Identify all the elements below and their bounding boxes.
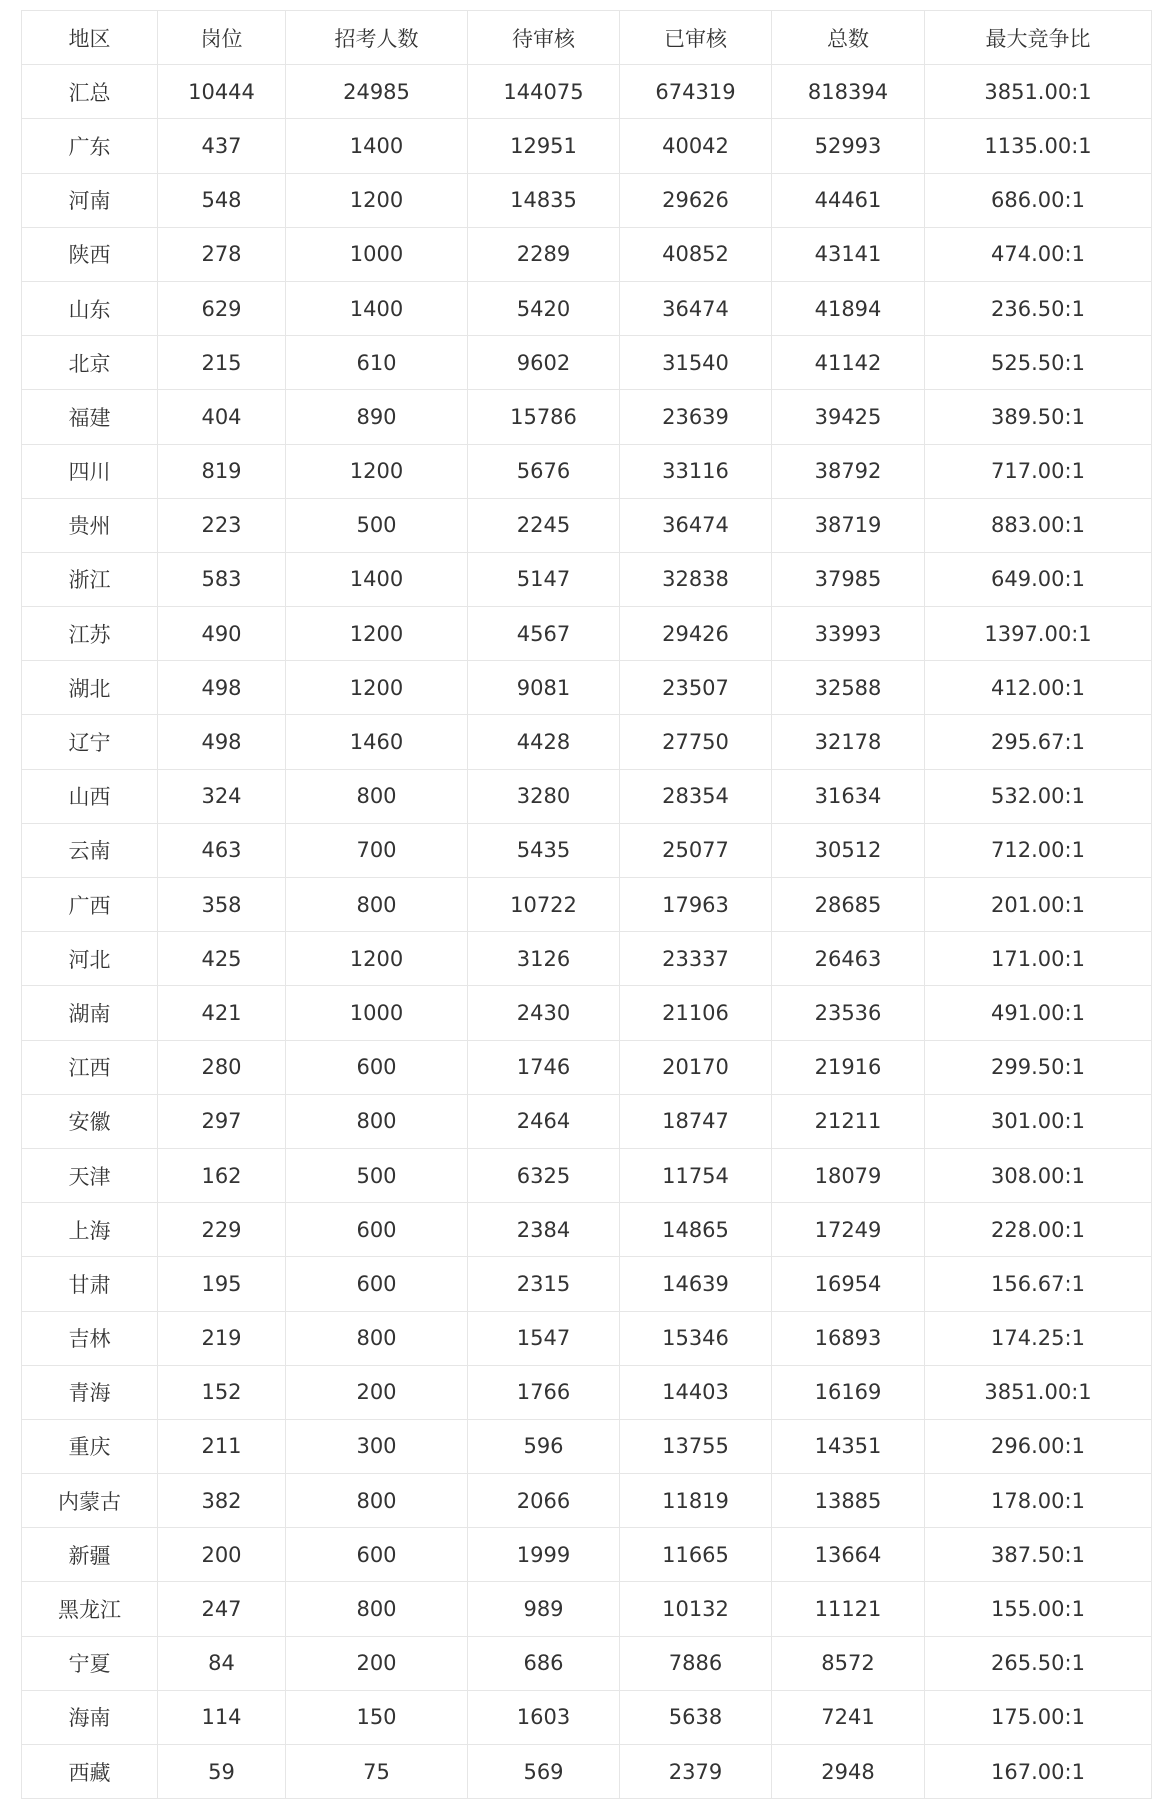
cell-total: 23536 [772, 986, 925, 1040]
table-row [22, 1365, 1152, 1419]
cell-max-ratio: 1135.00:1 [925, 119, 1152, 173]
cell-recruit-count: 600 [286, 1203, 468, 1257]
cell-reviewed: 23507 [620, 661, 772, 715]
cell-pending-review: 2315 [468, 1257, 620, 1311]
cell-region: 福建 [22, 390, 158, 444]
table-row [22, 1148, 1152, 1202]
cell-region: 宁夏 [22, 1636, 158, 1690]
cell-reviewed: 29426 [620, 607, 772, 661]
cell-recruit-count: 800 [286, 878, 468, 932]
cell-total: 39425 [772, 390, 925, 444]
table-row [22, 1636, 1152, 1690]
table-row [22, 1094, 1152, 1148]
cell-region: 辽宁 [22, 715, 158, 769]
cell-positions: 280 [158, 1040, 286, 1094]
cell-max-ratio: 175.00:1 [925, 1690, 1152, 1744]
cell-pending-review: 9081 [468, 661, 620, 715]
cell-pending-review: 569 [468, 1745, 620, 1799]
cell-recruit-count: 500 [286, 1148, 468, 1202]
table-row [22, 661, 1152, 715]
cell-positions: 200 [158, 1528, 286, 1582]
cell-recruit-count: 800 [286, 1582, 468, 1636]
cell-pending-review: 1603 [468, 1690, 620, 1744]
table-body [22, 65, 1152, 1799]
cell-recruit-count: 890 [286, 390, 468, 444]
table-row [22, 1040, 1152, 1094]
cell-pending-review: 1766 [468, 1365, 620, 1419]
cell-recruit-count: 1200 [286, 932, 468, 986]
cell-max-ratio: 389.50:1 [925, 390, 1152, 444]
cell-reviewed: 2379 [620, 1745, 772, 1799]
table-row [22, 1419, 1152, 1473]
cell-max-ratio: 174.25:1 [925, 1311, 1152, 1365]
cell-reviewed: 674319 [620, 65, 772, 119]
cell-recruit-count: 1400 [286, 552, 468, 606]
cell-max-ratio: 1397.00:1 [925, 607, 1152, 661]
cell-region: 天津 [22, 1148, 158, 1202]
cell-total: 8572 [772, 1636, 925, 1690]
cell-recruit-count: 600 [286, 1528, 468, 1582]
cell-recruit-count: 1000 [286, 986, 468, 1040]
cell-region: 上海 [22, 1203, 158, 1257]
cell-region: 云南 [22, 823, 158, 877]
cell-pending-review: 596 [468, 1419, 620, 1473]
cell-region: 广西 [22, 878, 158, 932]
cell-recruit-count: 600 [286, 1257, 468, 1311]
cell-pending-review: 15786 [468, 390, 620, 444]
cell-pending-review: 144075 [468, 65, 620, 119]
cell-total: 28685 [772, 878, 925, 932]
cell-pending-review: 9602 [468, 336, 620, 390]
cell-region: 湖南 [22, 986, 158, 1040]
cell-positions: 583 [158, 552, 286, 606]
cell-reviewed: 18747 [620, 1094, 772, 1148]
table-row [22, 119, 1152, 173]
cell-pending-review: 1547 [468, 1311, 620, 1365]
cell-recruit-count: 800 [286, 1474, 468, 1528]
cell-total: 43141 [772, 227, 925, 281]
table-row [22, 878, 1152, 932]
cell-max-ratio: 649.00:1 [925, 552, 1152, 606]
table-row [22, 281, 1152, 335]
cell-pending-review: 12951 [468, 119, 620, 173]
cell-total: 52993 [772, 119, 925, 173]
cell-region: 北京 [22, 336, 158, 390]
cell-total: 18079 [772, 1148, 925, 1202]
cell-pending-review: 2464 [468, 1094, 620, 1148]
cell-recruit-count: 1400 [286, 119, 468, 173]
cell-reviewed: 10132 [620, 1582, 772, 1636]
cell-reviewed: 11754 [620, 1148, 772, 1202]
cell-reviewed: 5638 [620, 1690, 772, 1744]
cell-positions: 463 [158, 823, 286, 877]
cell-recruit-count: 1200 [286, 661, 468, 715]
cell-max-ratio: 178.00:1 [925, 1474, 1152, 1528]
cell-region: 山西 [22, 769, 158, 823]
cell-positions: 382 [158, 1474, 286, 1528]
cell-reviewed: 23337 [620, 932, 772, 986]
cell-region: 新疆 [22, 1528, 158, 1582]
cell-max-ratio: 155.00:1 [925, 1582, 1152, 1636]
cell-pending-review: 5435 [468, 823, 620, 877]
cell-max-ratio: 236.50:1 [925, 281, 1152, 335]
cell-pending-review: 2289 [468, 227, 620, 281]
table-row [22, 607, 1152, 661]
cell-region: 山东 [22, 281, 158, 335]
cell-total: 17249 [772, 1203, 925, 1257]
cell-region: 江西 [22, 1040, 158, 1094]
cell-pending-review: 2430 [468, 986, 620, 1040]
cell-positions: 114 [158, 1690, 286, 1744]
cell-region: 青海 [22, 1365, 158, 1419]
cell-reviewed: 21106 [620, 986, 772, 1040]
cell-pending-review: 1999 [468, 1528, 620, 1582]
table-row [22, 1311, 1152, 1365]
table-row [22, 986, 1152, 1040]
cell-positions: 247 [158, 1582, 286, 1636]
applicant-statistics-table [21, 10, 1152, 1799]
cell-max-ratio: 308.00:1 [925, 1148, 1152, 1202]
cell-reviewed: 28354 [620, 769, 772, 823]
cell-total: 14351 [772, 1419, 925, 1473]
table-row [22, 1582, 1152, 1636]
cell-max-ratio: 387.50:1 [925, 1528, 1152, 1582]
cell-total: 37985 [772, 552, 925, 606]
cell-recruit-count: 150 [286, 1690, 468, 1744]
cell-recruit-count: 1200 [286, 607, 468, 661]
table-row [22, 1474, 1152, 1528]
cell-max-ratio: 201.00:1 [925, 878, 1152, 932]
table-header [22, 11, 1152, 65]
cell-positions: 219 [158, 1311, 286, 1365]
cell-positions: 215 [158, 336, 286, 390]
cell-positions: 297 [158, 1094, 286, 1148]
cell-pending-review: 989 [468, 1582, 620, 1636]
cell-total: 38792 [772, 444, 925, 498]
table-row [22, 1745, 1152, 1799]
cell-reviewed: 14639 [620, 1257, 772, 1311]
cell-total: 13885 [772, 1474, 925, 1528]
table-row [22, 173, 1152, 227]
cell-pending-review: 4567 [468, 607, 620, 661]
cell-reviewed: 40852 [620, 227, 772, 281]
table-row [22, 336, 1152, 390]
cell-region: 汇总 [22, 65, 158, 119]
cell-max-ratio: 299.50:1 [925, 1040, 1152, 1094]
cell-reviewed: 20170 [620, 1040, 772, 1094]
cell-region: 陕西 [22, 227, 158, 281]
cell-total: 16169 [772, 1365, 925, 1419]
header-total: 总数 [772, 11, 925, 65]
cell-total: 13664 [772, 1528, 925, 1582]
cell-recruit-count: 800 [286, 1094, 468, 1148]
cell-positions: 84 [158, 1636, 286, 1690]
header-recruit-count: 招考人数 [286, 11, 468, 65]
cell-max-ratio: 3851.00:1 [925, 1365, 1152, 1419]
cell-pending-review: 14835 [468, 173, 620, 227]
cell-total: 38719 [772, 498, 925, 552]
cell-max-ratio: 525.50:1 [925, 336, 1152, 390]
table-row [22, 390, 1152, 444]
cell-pending-review: 2245 [468, 498, 620, 552]
cell-max-ratio: 171.00:1 [925, 932, 1152, 986]
cell-reviewed: 23639 [620, 390, 772, 444]
cell-recruit-count: 300 [286, 1419, 468, 1473]
cell-positions: 229 [158, 1203, 286, 1257]
cell-recruit-count: 1200 [286, 444, 468, 498]
cell-positions: 437 [158, 119, 286, 173]
cell-max-ratio: 295.67:1 [925, 715, 1152, 769]
cell-max-ratio: 883.00:1 [925, 498, 1152, 552]
cell-total: 30512 [772, 823, 925, 877]
cell-reviewed: 25077 [620, 823, 772, 877]
cell-max-ratio: 167.00:1 [925, 1745, 1152, 1799]
cell-max-ratio: 491.00:1 [925, 986, 1152, 1040]
cell-positions: 59 [158, 1745, 286, 1799]
cell-reviewed: 14403 [620, 1365, 772, 1419]
cell-total: 16893 [772, 1311, 925, 1365]
cell-max-ratio: 412.00:1 [925, 661, 1152, 715]
statistics-table-container [21, 10, 1151, 1799]
cell-reviewed: 36474 [620, 498, 772, 552]
table-row [22, 552, 1152, 606]
cell-recruit-count: 500 [286, 498, 468, 552]
cell-region: 贵州 [22, 498, 158, 552]
cell-total: 31634 [772, 769, 925, 823]
header-row [22, 11, 1152, 65]
table-row [22, 715, 1152, 769]
cell-max-ratio: 474.00:1 [925, 227, 1152, 281]
cell-pending-review: 10722 [468, 878, 620, 932]
cell-total: 33993 [772, 607, 925, 661]
cell-reviewed: 29626 [620, 173, 772, 227]
cell-pending-review: 5147 [468, 552, 620, 606]
cell-total: 7241 [772, 1690, 925, 1744]
cell-recruit-count: 24985 [286, 65, 468, 119]
table-row [22, 65, 1152, 119]
cell-region: 广东 [22, 119, 158, 173]
cell-pending-review: 5420 [468, 281, 620, 335]
cell-reviewed: 31540 [620, 336, 772, 390]
cell-reviewed: 11665 [620, 1528, 772, 1582]
cell-recruit-count: 1000 [286, 227, 468, 281]
cell-pending-review: 2384 [468, 1203, 620, 1257]
cell-reviewed: 40042 [620, 119, 772, 173]
table-row [22, 227, 1152, 281]
table-row [22, 444, 1152, 498]
table-row [22, 1528, 1152, 1582]
cell-positions: 498 [158, 661, 286, 715]
cell-positions: 498 [158, 715, 286, 769]
header-reviewed: 已审核 [620, 11, 772, 65]
cell-reviewed: 27750 [620, 715, 772, 769]
header-max-ratio: 最大竞争比 [925, 11, 1152, 65]
cell-total: 21211 [772, 1094, 925, 1148]
cell-pending-review: 1746 [468, 1040, 620, 1094]
cell-recruit-count: 1460 [286, 715, 468, 769]
cell-positions: 421 [158, 986, 286, 1040]
cell-positions: 425 [158, 932, 286, 986]
cell-positions: 211 [158, 1419, 286, 1473]
cell-total: 44461 [772, 173, 925, 227]
cell-positions: 629 [158, 281, 286, 335]
cell-recruit-count: 200 [286, 1365, 468, 1419]
cell-reviewed: 11819 [620, 1474, 772, 1528]
cell-total: 11121 [772, 1582, 925, 1636]
cell-reviewed: 33116 [620, 444, 772, 498]
cell-region: 海南 [22, 1690, 158, 1744]
cell-positions: 195 [158, 1257, 286, 1311]
cell-positions: 278 [158, 227, 286, 281]
cell-total: 32178 [772, 715, 925, 769]
cell-total: 41894 [772, 281, 925, 335]
cell-region: 河北 [22, 932, 158, 986]
cell-region: 浙江 [22, 552, 158, 606]
cell-max-ratio: 301.00:1 [925, 1094, 1152, 1148]
cell-positions: 490 [158, 607, 286, 661]
cell-pending-review: 6325 [468, 1148, 620, 1202]
cell-reviewed: 7886 [620, 1636, 772, 1690]
cell-pending-review: 5676 [468, 444, 620, 498]
cell-pending-review: 2066 [468, 1474, 620, 1528]
cell-recruit-count: 600 [286, 1040, 468, 1094]
cell-positions: 358 [158, 878, 286, 932]
table-row [22, 1203, 1152, 1257]
cell-positions: 548 [158, 173, 286, 227]
cell-positions: 152 [158, 1365, 286, 1419]
table-row [22, 1690, 1152, 1744]
cell-positions: 223 [158, 498, 286, 552]
cell-pending-review: 4428 [468, 715, 620, 769]
cell-recruit-count: 700 [286, 823, 468, 877]
cell-positions: 404 [158, 390, 286, 444]
cell-region: 黑龙江 [22, 1582, 158, 1636]
cell-max-ratio: 265.50:1 [925, 1636, 1152, 1690]
cell-max-ratio: 156.67:1 [925, 1257, 1152, 1311]
cell-max-ratio: 228.00:1 [925, 1203, 1152, 1257]
table-row [22, 498, 1152, 552]
cell-recruit-count: 1400 [286, 281, 468, 335]
cell-max-ratio: 296.00:1 [925, 1419, 1152, 1473]
cell-region: 四川 [22, 444, 158, 498]
cell-total: 32588 [772, 661, 925, 715]
cell-region: 吉林 [22, 1311, 158, 1365]
cell-reviewed: 13755 [620, 1419, 772, 1473]
header-region: 地区 [22, 11, 158, 65]
cell-recruit-count: 610 [286, 336, 468, 390]
cell-positions: 819 [158, 444, 286, 498]
cell-reviewed: 36474 [620, 281, 772, 335]
cell-max-ratio: 686.00:1 [925, 173, 1152, 227]
table-row [22, 1257, 1152, 1311]
cell-max-ratio: 712.00:1 [925, 823, 1152, 877]
cell-region: 江苏 [22, 607, 158, 661]
table-row [22, 823, 1152, 877]
cell-positions: 10444 [158, 65, 286, 119]
cell-region: 西藏 [22, 1745, 158, 1799]
cell-pending-review: 3280 [468, 769, 620, 823]
cell-reviewed: 14865 [620, 1203, 772, 1257]
cell-region: 内蒙古 [22, 1474, 158, 1528]
table-row [22, 769, 1152, 823]
header-pending-review: 待审核 [468, 11, 620, 65]
cell-positions: 324 [158, 769, 286, 823]
cell-region: 安徽 [22, 1094, 158, 1148]
cell-pending-review: 3126 [468, 932, 620, 986]
cell-reviewed: 17963 [620, 878, 772, 932]
cell-total: 818394 [772, 65, 925, 119]
cell-recruit-count: 800 [286, 1311, 468, 1365]
cell-recruit-count: 200 [286, 1636, 468, 1690]
cell-recruit-count: 800 [286, 769, 468, 823]
cell-reviewed: 15346 [620, 1311, 772, 1365]
cell-total: 16954 [772, 1257, 925, 1311]
table-row [22, 932, 1152, 986]
cell-max-ratio: 717.00:1 [925, 444, 1152, 498]
cell-region: 重庆 [22, 1419, 158, 1473]
cell-region: 湖北 [22, 661, 158, 715]
cell-region: 河南 [22, 173, 158, 227]
cell-total: 2948 [772, 1745, 925, 1799]
cell-recruit-count: 75 [286, 1745, 468, 1799]
cell-max-ratio: 3851.00:1 [925, 65, 1152, 119]
header-positions: 岗位 [158, 11, 286, 65]
cell-total: 41142 [772, 336, 925, 390]
cell-total: 21916 [772, 1040, 925, 1094]
cell-pending-review: 686 [468, 1636, 620, 1690]
cell-region: 甘肃 [22, 1257, 158, 1311]
cell-total: 26463 [772, 932, 925, 986]
cell-recruit-count: 1200 [286, 173, 468, 227]
cell-reviewed: 32838 [620, 552, 772, 606]
cell-max-ratio: 532.00:1 [925, 769, 1152, 823]
cell-positions: 162 [158, 1148, 286, 1202]
